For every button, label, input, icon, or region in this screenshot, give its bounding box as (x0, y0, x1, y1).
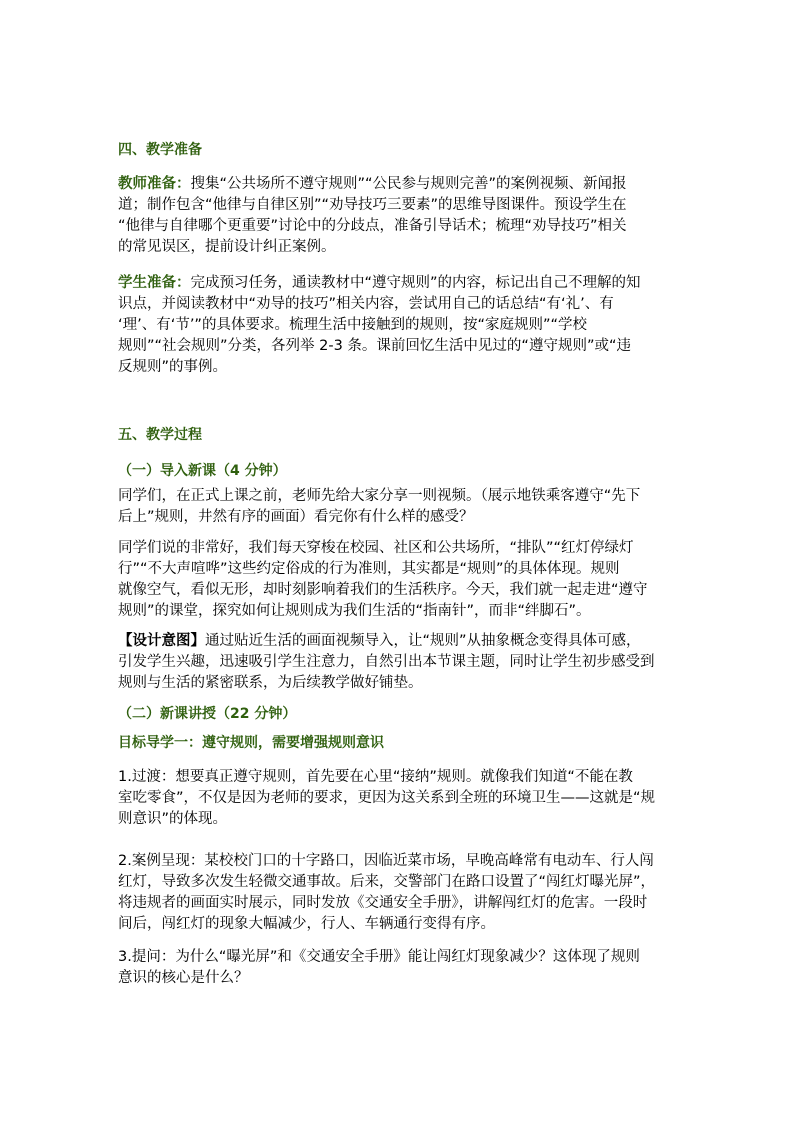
design-intent-label: 【设计意图】 (118, 633, 205, 649)
text-line: 同学们，在正式上课之前，老师先给大家分享一则视频。（展示地铁乘客遵守“先下 (118, 488, 641, 504)
paragraph-student-preparation (118, 273, 678, 378)
subheading-new-lesson: （二）新课讲授（22 分钟） (118, 706, 297, 722)
paragraph-teacher-preparation (118, 174, 678, 258)
text-line: “他律与自律哪个更重要”讨论中的分歧点，准备引导话术；梳理“劝导技巧”相关 (118, 218, 627, 234)
text-line: 引发学生兴趣，迅速吸引学生注意力，自然引出本节课主题，同时让学生初步感受到 (118, 654, 655, 670)
text-line: 后上”规则，井然有序的画面）看完你有什么样的感受？ (118, 509, 474, 525)
text-line: 就像空气，看似无形，却时刻影响着我们的生活秩序。今天，我们就一起走进“遵守 (118, 582, 648, 598)
text-line: ‘理’、有‘节’”的具体要求。梳理生活中接触到的规则，按“家庭规则”“学校 (118, 317, 587, 333)
goal-heading: 目标导学一：遵守规则，需要增强规则意识 (118, 735, 384, 751)
text-line: 意识的核心是什么？ (118, 970, 249, 986)
text-line: 室吃零食”，不仅是因为老师的要求，更因为这关系到全班的环境卫生——这就是“规 (118, 790, 656, 806)
text-line: 红灯，导致多次发生轻微交通事故。后来，交警部门在路口设置了“闯红灯曝光屏”， (118, 874, 656, 890)
paragraph-design-intent (118, 631, 678, 694)
text-line: 教师准备：搜集“公共场所不遵守规则”“公民参与规则完善”的案例视频、新闻报 (118, 176, 627, 192)
paragraph-case (118, 851, 678, 935)
text-line: 3.提问：为什么“曝光屏”和《交通安全手册》能让闯红灯现象减少？这体现了规则 (118, 949, 640, 965)
section-heading-process: 五、教学过程 (118, 427, 202, 443)
paragraph-transition (118, 767, 678, 830)
text-line: 将违规者的画面实时展示，同时发放《交通安全手册》，讲解闯红灯的危害。一段时 (118, 895, 648, 911)
text-line: 【设计意图】通过贴近生活的画面视频导入，让“规则”从抽象概念变得具体可感， (118, 633, 641, 649)
paragraph-question (118, 947, 678, 989)
text-line: 规则与生活的紧密联系，为后续教学做好铺垫。 (118, 675, 423, 691)
text-line: 规则”“社会规则”分类，各列举 2-3 条。课前回忆生活中见过的“遵守规则”或“违 (118, 338, 631, 354)
text-line: 2.案例呈现：某校校门口的十字路口，因临近菜市场，早晚高峰常有电动车、行人闯 (118, 853, 654, 869)
text-line: 行”“不大声喧哗”这些约定俗成的行为准则，其实都是“规则”的具体体现。规则 (118, 561, 620, 577)
paragraph-intro-rules (118, 538, 678, 622)
section-heading-preparation: 四、教学准备 (118, 142, 202, 158)
text-line: 反规则”的事例。 (118, 359, 228, 375)
text-line: 规则”的课堂，探究如何让规则成为我们生活的“指南针”，而非“绊脚石”。 (118, 603, 591, 619)
student-label: 学生准备： (118, 275, 191, 291)
text-line: 则意识”的体现。 (118, 811, 228, 827)
teacher-label: 教师准备： (118, 176, 191, 192)
paragraph-intro-video (118, 486, 678, 528)
text-line: 同学们说的非常好，我们每天穿梭在校园、社区和公共场所，“排队”“红灯停绿灯 (118, 540, 634, 556)
text-line: 的常见误区，提前设计纠正案例。 (118, 239, 336, 255)
text-line: 学生准备：完成预习任务，通读教材中“遵守规则”的内容，标记出自己不理解的知 (118, 275, 641, 291)
text-line: 识点，并阅读教材中“劝导的技巧”相关内容，尝试用自己的话总结“有‘礼’、有 (118, 296, 614, 312)
text-line: 间后，闯红灯的现象大幅减少，行人、车辆通行变得有序。 (118, 916, 495, 932)
text-line: 道；制作包含“他律与自律区别”“劝导技巧三要素”的思维导图课件。预设学生在 (118, 197, 627, 213)
text-line: 1.过渡：想要真正遵守规则，首先要在心里“接纳”规则。就像我们知道“不能在教 (118, 769, 633, 785)
subheading-introduction: （一）导入新课（4 分钟） (118, 463, 287, 479)
